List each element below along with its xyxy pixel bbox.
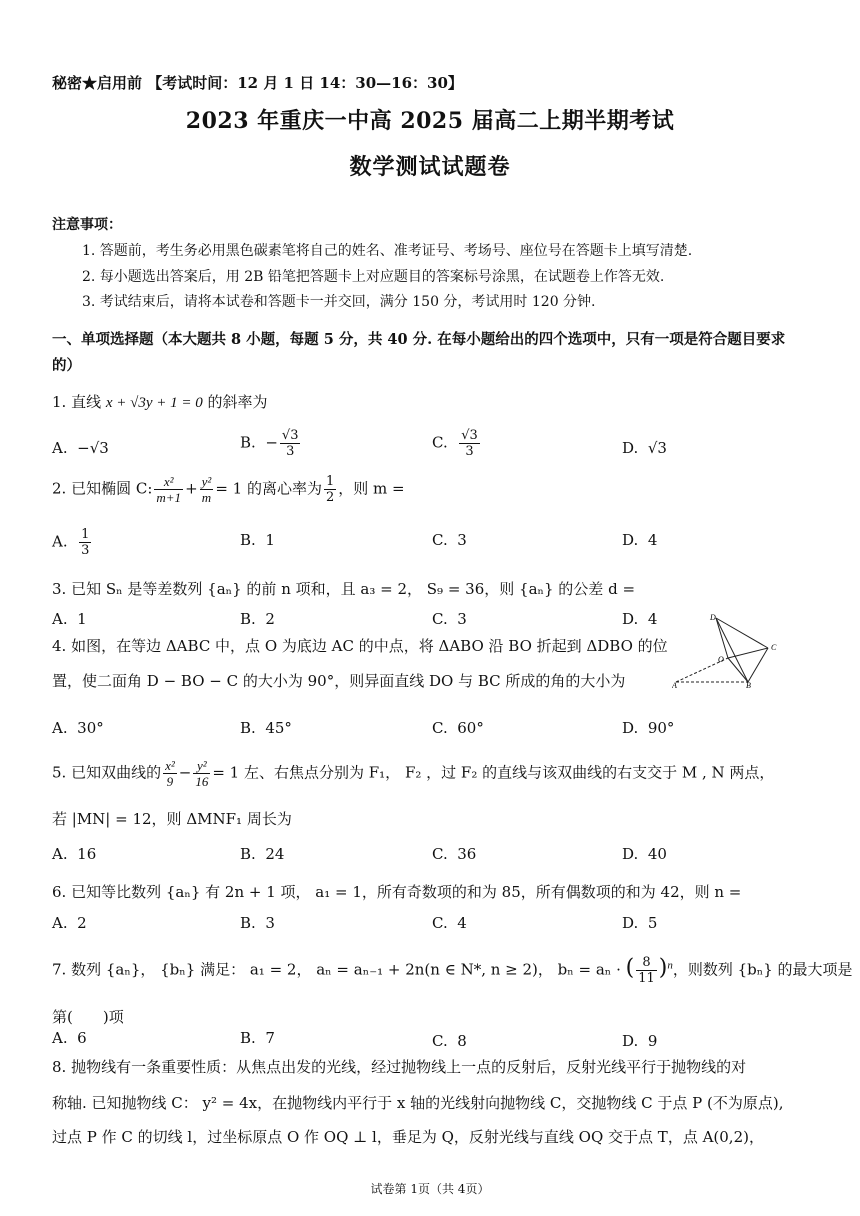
notes-heading: 注意事项：	[52, 217, 122, 233]
q7-option-d: D. 9	[622, 1032, 658, 1050]
q7-option-c: C. 8	[432, 1032, 467, 1050]
q4-option-c: C. 60°	[432, 719, 484, 737]
question-7-line2: 第( )项	[52, 1008, 124, 1026]
q3-option-c: C. 3	[432, 610, 467, 628]
note-item: 3. 考试结束后，请将本试卷和答题卡一并交回，满分 150 分，考试用时 120 分钟.	[82, 294, 596, 310]
note-item: 2. 每小题选出答案后，用 2B 铅笔把答题卡上对应题目的答案标号涂黑，在试题卷上作答无效.	[82, 269, 665, 285]
page-footer: 试卷第 1页（共 4页）	[370, 1182, 490, 1196]
exam-title: 2023 年重庆一中高 2025 届高二上期半期考试	[185, 108, 675, 134]
fig-label-d: D	[710, 613, 716, 622]
q1-option-c: C. $\frac{√3}{3}$	[432, 428, 478, 459]
q5-option-c: C. 36	[432, 845, 477, 863]
question-7-stem: 7. 数列 {aₙ}， {bₙ} 满足： a₁ = 2， aₙ = aₙ₋₁ + 2n(n ∈ N*, n ≥ 2)， bₙ = aₙ · ( $\frac{8}{11}$ )$^n$，则数列 {bₙ} 的最大项是	[52, 955, 853, 986]
q6-option-b: B. 3	[240, 914, 275, 932]
question-8-line1: 8. 抛物线有一条重要性质：从焦点出发的光线，经过抛物线上一点的反射后，反射光线平行于抛物线的对	[52, 1058, 747, 1076]
q3-option-b: B. 2	[240, 610, 275, 628]
q6-option-c: C. 4	[432, 914, 467, 932]
question-4-line2: 置，使二面角 D − BO − C 的大小为 90°，则异面直线 DO 与 BC 所成的角的大小为	[52, 672, 626, 690]
q2-option-a: A. $\frac{1}{3}$	[52, 527, 90, 558]
q5-option-a: A. 16	[52, 845, 97, 863]
question-8-line2: 称轴. 已知抛物线 C： y² = 4x，在抛物线内平行于 x 轴的光线射向抛物线 C，交抛物线 C 于点 P (不为原点),	[52, 1094, 784, 1112]
q2-option-b: B. 1	[240, 531, 275, 549]
q7-option-a: A. 6	[52, 1029, 87, 1047]
q4-option-d: D. 90°	[622, 719, 675, 737]
confidential-header: 秘密★启用前 【考试时间：12 月 1 日 14：30—16：30】	[52, 74, 463, 92]
q5-option-b: B. 24	[240, 845, 285, 863]
exam-subtitle: 数学测试试题卷	[349, 154, 511, 180]
q6-option-d: D. 5	[622, 914, 658, 932]
question-3-stem: 3. 已知 Sₙ 是等差数列 {aₙ} 的前 n 项和，且 a₃ = 2， S₉ = 36，则 {aₙ} 的公差 d =	[52, 580, 636, 598]
q1-option-b: B. − $\frac{√3}{3}$	[240, 428, 299, 459]
fig-label-b: B	[746, 681, 751, 688]
q3-option-a: A. 1	[52, 610, 87, 628]
question-8-line3: 过点 P 作 C 的切线 l，过坐标原点 O 作 OQ ⊥ l，垂足为 Q，反射光线与直线 OQ 交于点 T，点 A(0,2)，	[52, 1128, 764, 1146]
question-1-stem: 1. 直线 x + √3y + 1 = 0 的斜率为	[52, 393, 268, 411]
fig-label-a: A	[672, 681, 677, 688]
question-5-stem: 5. 已知双曲线的 $\frac{\text{x²}}{9}$ − $\frac{\text{y²}}{16}$ = 1 左、右焦点分别为 F₁， F₂ ，过 F₂ 的直线与该双曲线的右支交于 M , N 两点，	[52, 758, 775, 789]
note-item: 1. 答题前，考生务必用黑色碳素笔将自己的姓名、准考证号、考场号、座位号在答题卡上填写清楚.	[82, 243, 693, 259]
q7-option-b: B. 7	[240, 1029, 275, 1047]
fig-label-c: C	[771, 643, 777, 652]
question-6-stem: 6. 已知等比数列 {aₙ} 有 2n + 1 项， a₁ = 1，所有奇数项的和为 85，所有偶数项的和为 42，则 n =	[52, 883, 742, 901]
q4-figure	[672, 612, 792, 692]
q1-option-a: A. −√3	[52, 439, 109, 457]
q4-option-a: A. 30°	[52, 719, 104, 737]
q2-option-c: C. 3	[432, 531, 467, 549]
q4-option-b: B. 45°	[240, 719, 292, 737]
fig-label-o: O	[718, 655, 724, 664]
section-heading: 一、单项选择题（本大题共 8 小题，每题 5 分，共 40 分. 在每小题给出的四个选项中，只有一项是符合题目要求的）	[52, 331, 786, 374]
q2-option-d: D. 4	[622, 531, 658, 549]
q3-option-d: D. 4	[622, 610, 658, 628]
question-2-stem: 2. 已知椭圆 C: $\frac{\text{x²}}{m+1}$ + $\frac{\text{y²}}{m}$ = 1 的离心率为 $\frac{1}{2}$ ，则 m =	[52, 474, 405, 505]
q1-option-d: D. √3	[622, 439, 667, 457]
q6-option-a: A. 2	[52, 914, 87, 932]
q5-option-d: D. 40	[622, 845, 667, 863]
question-5-line2: 若 |MN| = 12，则 ΔMNF₁ 周长为	[52, 810, 292, 828]
question-4-line1: 4. 如图，在等边 ΔABC 中，点 O 为底边 AC 的中点，将 ΔABO 沿 BO 折起到 ΔDBO 的位	[52, 637, 668, 655]
